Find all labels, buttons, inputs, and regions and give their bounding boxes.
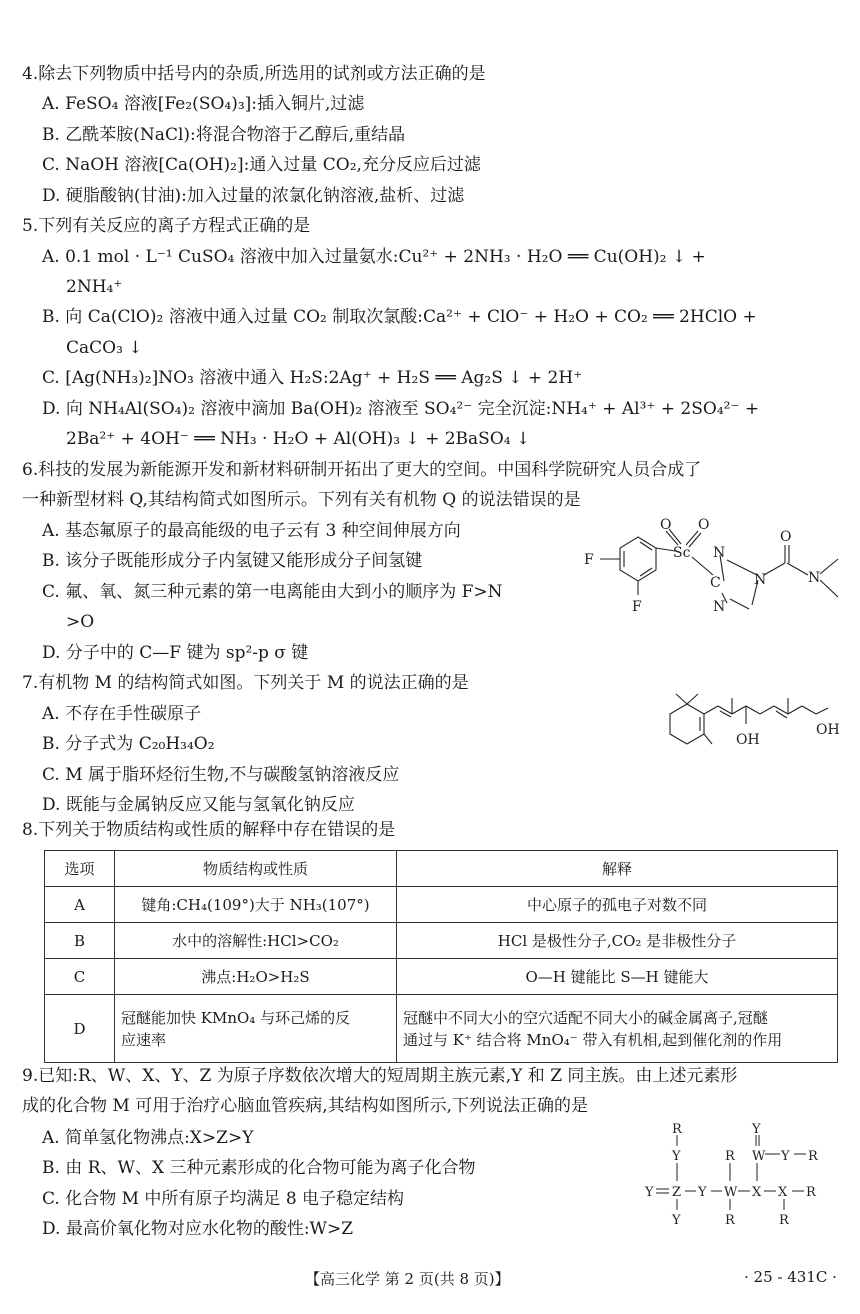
- q7-option-d: D. 既能与金属钠反应又能与氢氧化钠反应: [42, 795, 355, 815]
- q6-mol-c: C: [710, 575, 721, 591]
- row-b-option: B: [45, 923, 115, 959]
- q4-option-a: A. FeSO₄ 溶液[Fe₂(SO₄)₃]:插入铜片,过滤: [42, 94, 365, 114]
- q4-stem: 4.除去下列物质中括号内的杂质,所选用的试剂或方法正确的是: [22, 64, 486, 84]
- q4-option-b: B. 乙酰苯胺(NaCl):将混合物溶于乙醇后,重结晶: [42, 125, 406, 145]
- q5-stem: 5.下列有关反应的离子方程式正确的是: [22, 216, 311, 236]
- row-d-explanation: [397, 995, 838, 1063]
- table-row: [45, 887, 838, 923]
- header-explanation: 解释: [397, 851, 838, 887]
- q9-option-a: A. 简单氢化物沸点:X>Z>Y: [42, 1128, 254, 1148]
- row-d-explanation-line2: 通过与 K⁺ 结合将 MnO₄⁻ 带入有机相,起到催化剂的作用: [403, 1030, 783, 1049]
- q7-option-a: A. 不存在手性碳原子: [42, 704, 202, 724]
- q6-mol-o2: O: [698, 517, 710, 533]
- q6-mol-n3: N: [713, 599, 726, 615]
- q8-table: [44, 850, 838, 1063]
- q9-struct-z: Z: [672, 1185, 682, 1200]
- table-row: [45, 923, 838, 959]
- table-row: [45, 959, 838, 995]
- q9-struct-r: R: [808, 1149, 818, 1164]
- q6-option-d: D. 分子中的 C—F 键为 sp²-p σ 键: [42, 643, 309, 663]
- q9-struct-r: R: [672, 1122, 682, 1137]
- header-property: 物质结构或性质: [115, 851, 397, 887]
- table-row: [45, 995, 838, 1063]
- q9-struct-x: X: [752, 1185, 762, 1200]
- row-a-option: A: [45, 887, 115, 923]
- row-a-property: 键角:CH₄(109°)大于 NH₃(107°): [115, 887, 397, 923]
- row-d-option: D: [45, 995, 115, 1063]
- page-code: · 25 - 431C ·: [744, 1268, 837, 1286]
- q6-mol-n1: N: [713, 545, 726, 561]
- q9-struct-w: W: [724, 1185, 738, 1200]
- row-c-property: 沸点:H₂O>H₂S: [115, 959, 397, 995]
- q4-option-d: D. 硬脂酸钠(甘油):加入过量的浓氯化钠溶液,盐析、过滤: [42, 186, 465, 206]
- q9-stem-cont: 成的化合物 M 可用于治疗心脑血管疾病,其结构如图所示,下列说法正确的是: [22, 1096, 589, 1116]
- q6-mol-f1: F: [584, 552, 594, 568]
- q7-option-c: C. M 属于脂环烃衍生物,不与碳酸氢钠溶液反应: [42, 765, 400, 785]
- q8-stem: 8.下列关于物质结构或性质的解释中存在错误的是: [22, 820, 396, 840]
- q5-option-c: C. [Ag(NH₃)₂]NO₃ 溶液中通入 H₂S:2Ag⁺ + H₂S ══ Ag₂S ↓ + 2H⁺: [42, 368, 583, 388]
- row-b-property: 水中的溶解性:HCl>CO₂: [115, 923, 397, 959]
- row-d-property-line2: 应速率: [121, 1030, 167, 1049]
- q7-structure-diagram: [640, 680, 840, 770]
- row-d-property: [115, 995, 397, 1063]
- q9-option-c: C. 化合物 M 中所有原子均满足 8 电子稳定结构: [42, 1189, 405, 1209]
- q9-struct-r: R: [779, 1213, 789, 1228]
- table-header-row: [45, 851, 838, 887]
- q9-structure-diagram: [640, 1120, 840, 1230]
- row-d-property-line1: 冠醚能加快 KMnO₄ 与环己烯的反: [121, 1008, 351, 1027]
- row-b-explanation: HCl 是极性分子,CO₂ 是非极性分子: [397, 923, 838, 959]
- q5-option-b: B. 向 Ca(ClO)₂ 溶液中通入过量 CO₂ 制取次氯酸:Ca²⁺ + ClO⁻ + H₂O + CO₂ ══ 2HClO +: [42, 307, 757, 327]
- q5-option-a-cont: 2NH₄⁺: [66, 277, 123, 297]
- q9-struct-r: R: [806, 1185, 816, 1200]
- q6-stem: 6.科技的发展为新能源开发和新材料研制开拓出了更大的空间。中国科学院研究人员合成了: [22, 460, 702, 480]
- q9-struct-x: X: [778, 1185, 788, 1200]
- q9-struct-r: R: [725, 1213, 735, 1228]
- q7-mol-oh1: OH: [736, 732, 760, 748]
- q6-mol-f2: F: [632, 599, 642, 615]
- q5-option-d-cont: 2Ba²⁺ + 4OH⁻ ══ NH₃ · H₂O + Al(OH)₃ ↓ + 2BaSO₄ ↓: [66, 429, 531, 449]
- header-option: 选项: [45, 851, 115, 887]
- q4-option-c: C. NaOH 溶液[Ca(OH)₂]:通入过量 CO₂,充分反应后过滤: [42, 155, 481, 175]
- q9-struct-y: Y: [672, 1213, 681, 1228]
- page-footer: 【高三化学 第 2 页(共 8 页)】: [305, 1270, 510, 1288]
- q6-option-c-cont: >O: [66, 612, 95, 632]
- q9-struct-w: W: [752, 1149, 766, 1164]
- row-a-explanation: 中心原子的孤电子对数不同: [397, 887, 838, 923]
- row-c-explanation: O—H 键能比 S—H 键能大: [397, 959, 838, 995]
- q6-mol-o1: O: [660, 517, 672, 533]
- q7-option-b: B. 分子式为 C₂₀H₃₄O₂: [42, 734, 215, 754]
- q6-structure-diagram: [570, 515, 840, 625]
- q9-stem: 9.已知:R、W、X、Y、Z 为原子序数依次增大的短周期主族元素,Y 和 Z 同主族。由上述元素形: [22, 1066, 738, 1086]
- q6-option-c: C. 氟、氧、氮三种元素的第一电离能由大到小的顺序为 F>N: [42, 582, 503, 602]
- q5-option-b-cont: CaCO₃ ↓: [66, 338, 143, 358]
- q6-stem-cont: 一种新型材料 Q,其结构简式如图所示。下列有关有机物 Q 的说法错误的是: [22, 490, 581, 510]
- q9-struct-y: Y: [781, 1149, 790, 1164]
- q6-mol-n2: N: [754, 572, 767, 588]
- q6-mol-sc: Sc: [673, 545, 691, 561]
- q6-option-a: A. 基态氟原子的最高能级的电子云有 3 种空间伸展方向: [42, 521, 461, 541]
- q9-struct-y: Y: [645, 1185, 654, 1200]
- q5-option-a: A. 0.1 mol · L⁻¹ CuSO₄ 溶液中加入过量氨水:Cu²⁺ + 2NH₃ · H₂O ══ Cu(OH)₂ ↓ +: [42, 247, 706, 267]
- q6-mol-o3: O: [780, 529, 792, 545]
- q9-option-b: B. 由 R、W、X 三种元素形成的化合物可能为离子化合物: [42, 1158, 476, 1178]
- q7-stem: 7.有机物 M 的结构简式如图。下列关于 M 的说法正确的是: [22, 673, 469, 693]
- row-d-explanation-line1: 冠醚中不同大小的空穴适配不同大小的碱金属离子,冠醚: [403, 1008, 768, 1027]
- q9-option-d: D. 最高价氧化物对应水化物的酸性:W>Z: [42, 1219, 354, 1239]
- row-c-option: C: [45, 959, 115, 995]
- q6-option-b: B. 该分子既能形成分子内氢键又能形成分子间氢键: [42, 551, 423, 571]
- q9-struct-y: Y: [672, 1149, 681, 1164]
- q7-mol-oh2: OH: [816, 722, 840, 738]
- q5-option-d: D. 向 NH₄Al(SO₄)₂ 溶液中滴加 Ba(OH)₂ 溶液至 SO₄²⁻ 完全沉淀:NH₄⁺ + Al³⁺ + 2SO₄²⁻ +: [42, 399, 760, 419]
- q6-mol-n4: N: [808, 570, 821, 586]
- q9-struct-r: R: [725, 1149, 735, 1164]
- q9-struct-y: Y: [698, 1185, 707, 1200]
- q9-struct-y: Y: [752, 1122, 761, 1137]
